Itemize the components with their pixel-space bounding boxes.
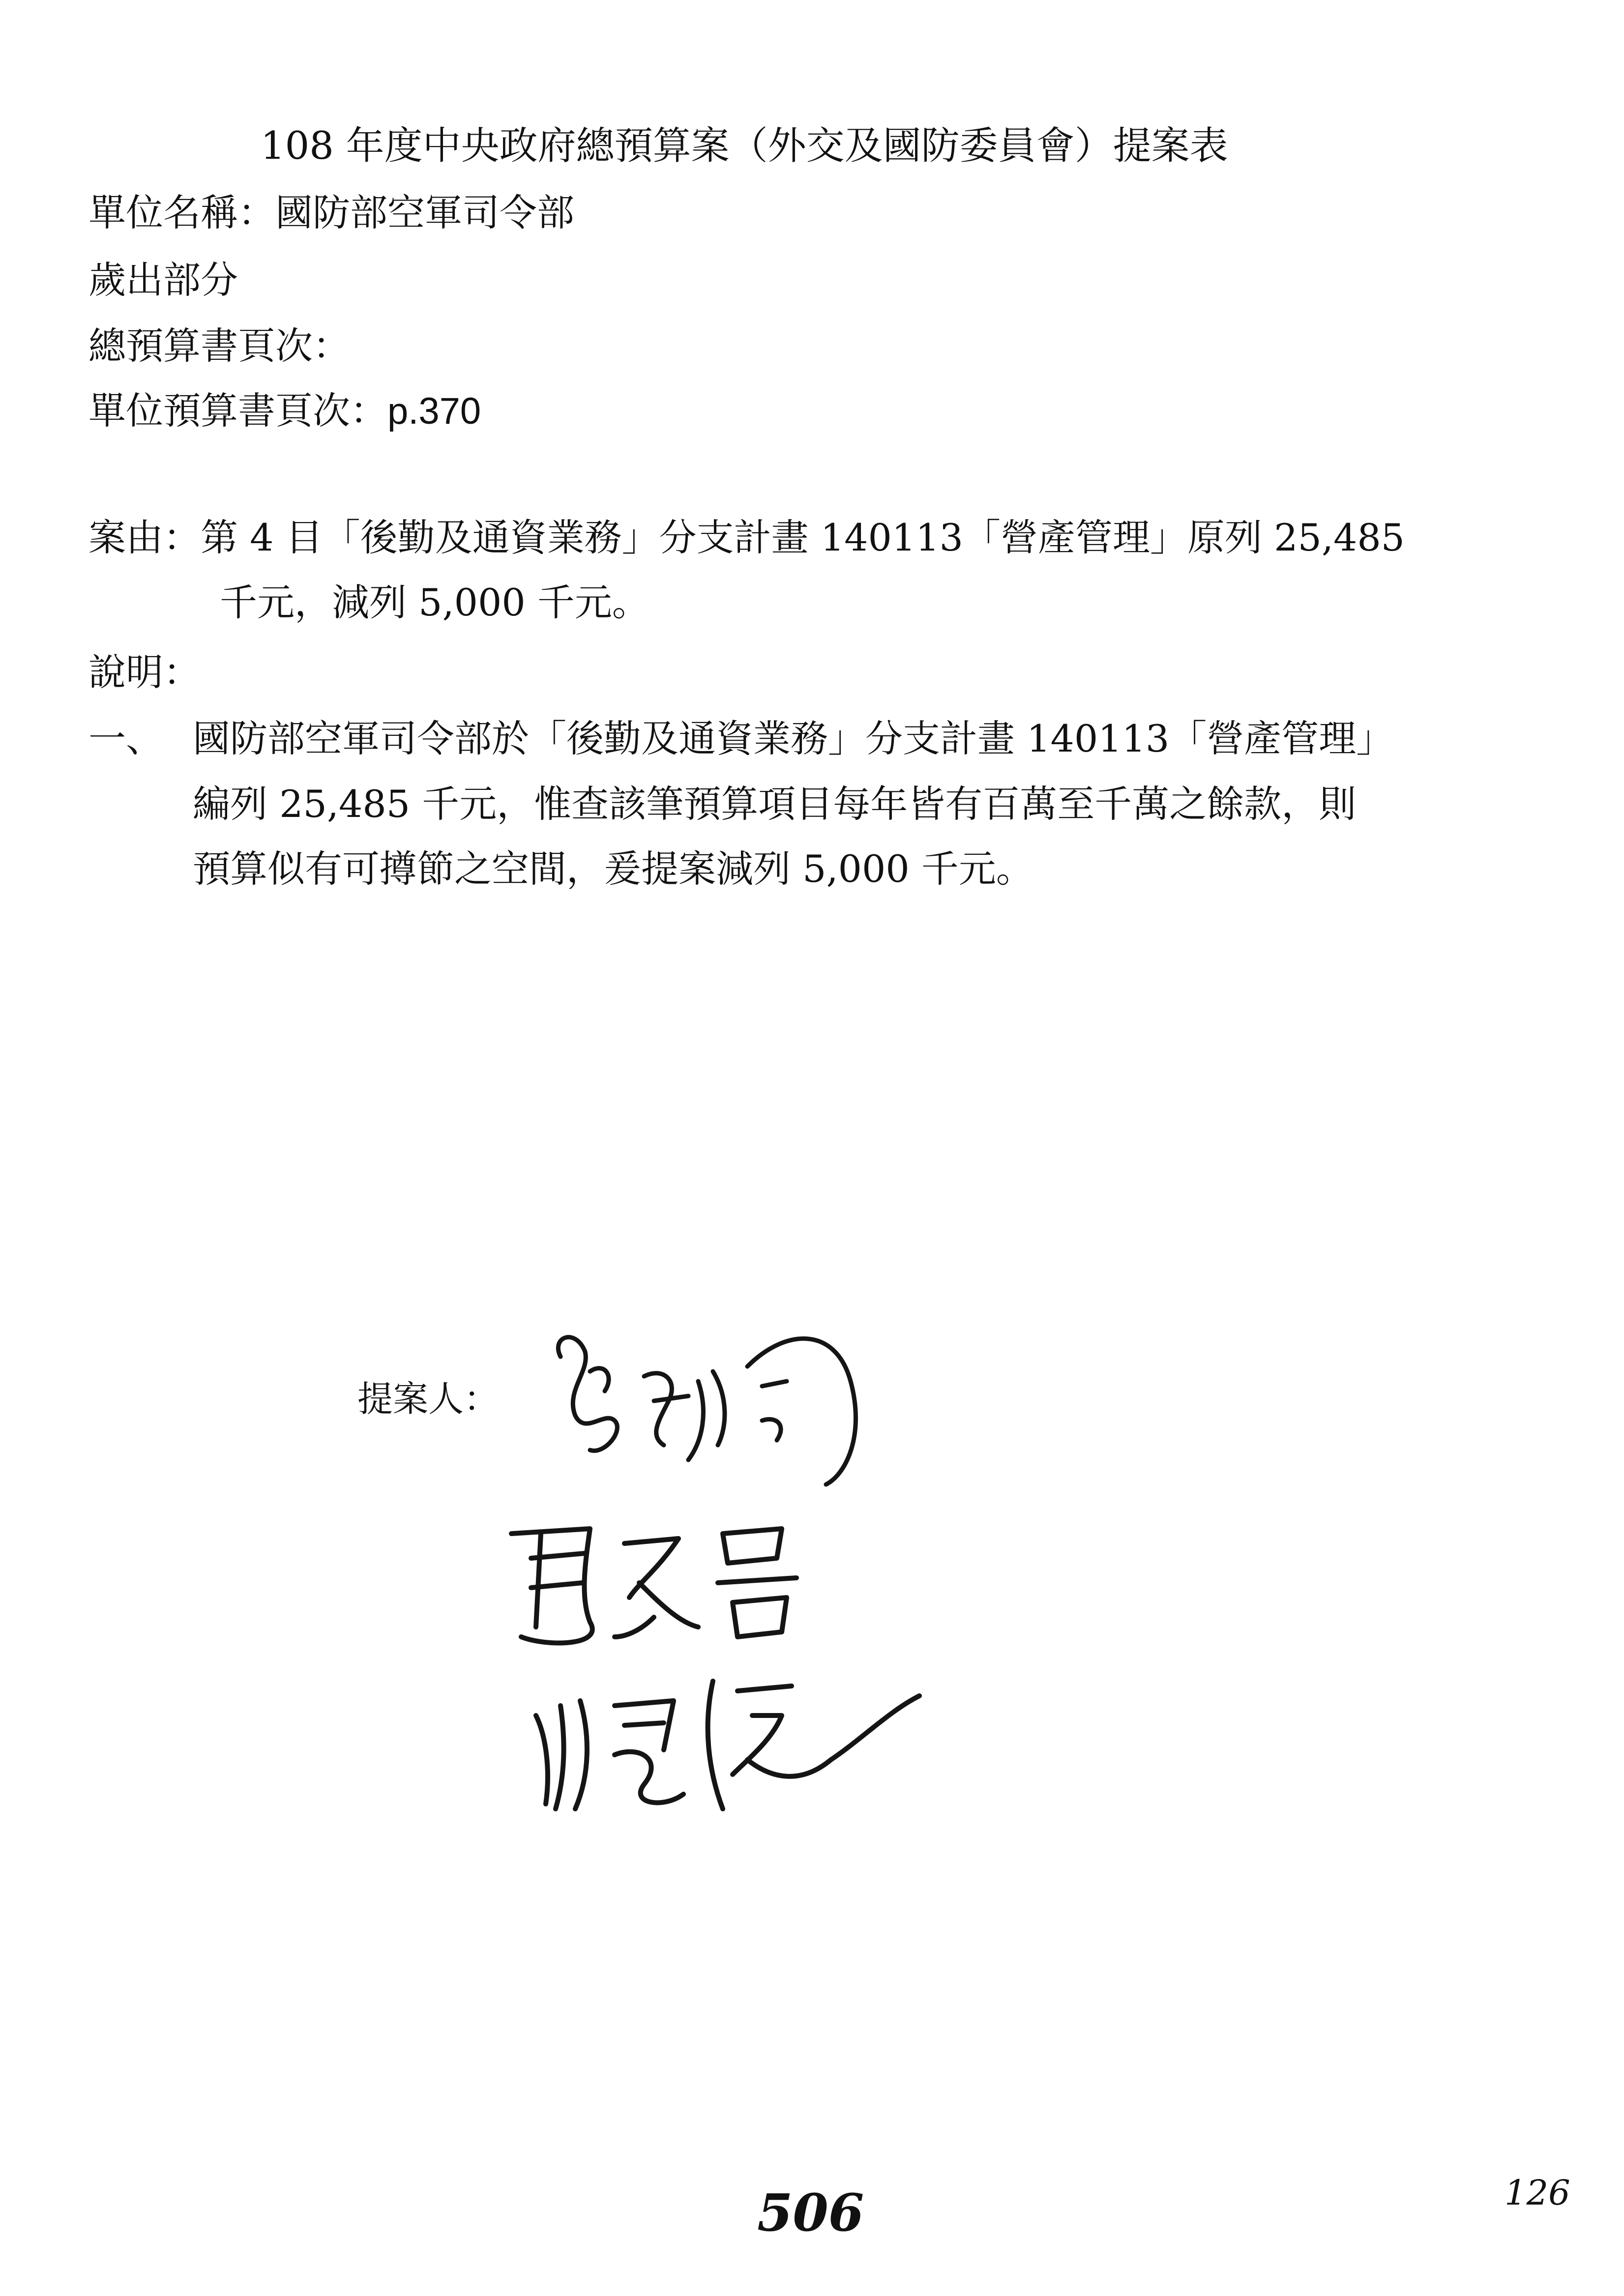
unit-row	[89, 191, 574, 234]
case-line-2: 千元，減列 5,000 千元。	[220, 581, 650, 624]
explanation-label: 說明：	[89, 650, 201, 694]
handwritten-page-number: 506	[757, 2182, 864, 2243]
unit-budget-page-value: p.370	[387, 390, 481, 432]
general-budget-page-label: 總預算書頁次：	[89, 324, 350, 368]
item-line-2: 編列 25,485 千元，惟查該筆預算項目每年皆有百萬至千萬之餘款，則	[193, 782, 1357, 826]
item-line-1: 國防部空軍司令部於「後勤及通資業務」分支計畫 140113「營產管理」	[193, 717, 1394, 760]
case-line-1: 第 4 目「後勤及通資業務」分支計畫 140113「營產管理」原列 25,485	[201, 516, 1405, 559]
signature-2	[492, 1504, 836, 1666]
proposer-label: 提案人：	[357, 1378, 500, 1420]
unit-budget-page-row	[89, 389, 481, 433]
item-line-3: 預算似有可撙節之空間，爰提案減列 5,000 千元。	[193, 847, 1033, 891]
signature-1	[531, 1298, 885, 1504]
item-marker: 一、	[89, 717, 163, 760]
page-number: 126	[1505, 2173, 1570, 2213]
case-label: 案由：	[89, 516, 201, 559]
section-label: 歲出部分	[89, 258, 238, 302]
case-row	[89, 516, 1405, 559]
unit-name: 國防部空軍司令部	[275, 191, 574, 234]
document-title: 108 年度中央政府總預算案（外交及國防委員會）提案表	[261, 124, 1228, 168]
signature-3	[516, 1661, 939, 1824]
unit-label: 單位名稱：	[89, 191, 275, 234]
unit-budget-page-label: 單位預算書頁次：	[89, 389, 387, 433]
